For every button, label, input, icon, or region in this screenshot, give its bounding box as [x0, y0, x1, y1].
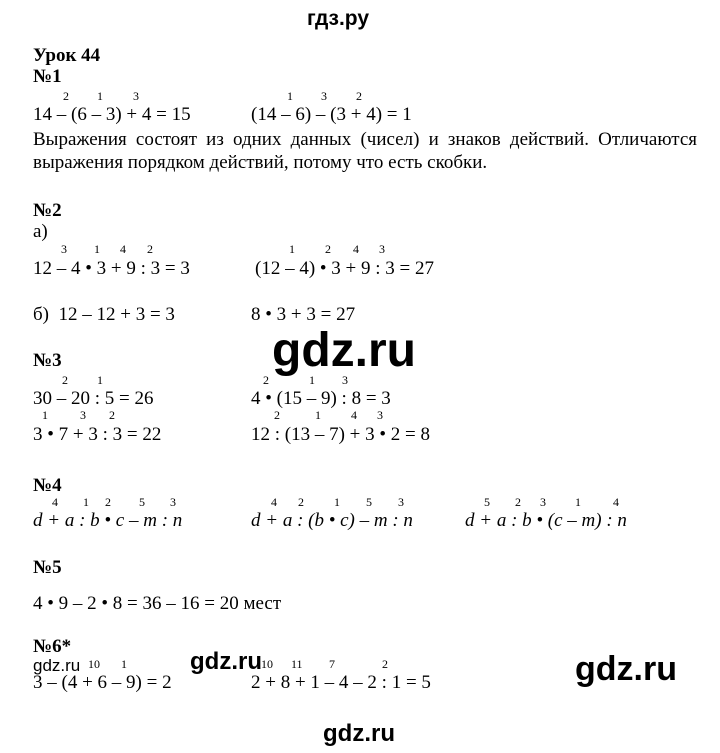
task4-1-order-1: 4	[52, 495, 58, 509]
task4-1-order-5: 3	[170, 495, 176, 509]
task3-expression-3: 3 • 7 + 3 : 3 = 22	[33, 424, 162, 445]
task1-expression-b: (14 – 6) – (3 + 4) = 1	[251, 104, 412, 125]
task6-1-order-1: 10	[88, 657, 100, 671]
task3-2-order-1: 2	[263, 373, 269, 387]
task1-a-order-3: 3	[133, 89, 139, 103]
task6-label: №6*	[33, 636, 72, 657]
task3-2-order-2: 1	[309, 373, 315, 387]
task4-2-order-3: 1	[334, 495, 340, 509]
task2-a2-order-2: 2	[325, 242, 331, 256]
task4-2-order-4: 5	[366, 495, 372, 509]
task4-2-order-1: 4	[271, 495, 277, 509]
task1-a-order-1: 2	[63, 89, 69, 103]
task1-label: №1	[33, 66, 62, 87]
task2-a1-order-2: 1	[94, 242, 100, 256]
task2-expression-a2: (12 – 4) • 3 + 9 : 3 = 27	[255, 258, 435, 279]
task1-b-order-2: 3	[321, 89, 327, 103]
task3-3-order-3: 2	[109, 408, 115, 422]
task4-3-order-1: 5	[484, 495, 490, 509]
task4-label: №4	[33, 475, 62, 496]
site-title: гдз.ру	[307, 7, 370, 30]
task2-expression-a1: 12 – 4 • 3 + 9 : 3 = 3	[33, 258, 190, 279]
task1-b-order-1: 1	[287, 89, 293, 103]
task6-expression-1: 3 – (4 + 6 – 9) = 2	[33, 672, 172, 693]
task4-3-order-3: 3	[540, 495, 546, 509]
task4-2-order-5: 3	[398, 495, 404, 509]
task4-3-order-4: 1	[575, 495, 581, 509]
task1-explanation: Выражения состоят из одних данных (чисел) и знаков действий. Отличаются выражения порядком действий, потому что есть скобки.	[33, 129, 697, 173]
task1-expression-a: 14 – (6 – 3) + 4 = 15	[33, 104, 191, 125]
task1-b-order-3: 2	[356, 89, 362, 103]
task2-expression-b2: 8 • 3 + 3 = 27	[251, 304, 356, 325]
task3-4-order-4: 3	[377, 408, 383, 422]
watermark-right: gdz.ru	[575, 650, 677, 688]
task2-a2-order-1: 1	[289, 242, 295, 256]
task3-3-order-1: 1	[42, 408, 48, 422]
task2-label: №2	[33, 200, 62, 221]
task3-2-order-3: 3	[342, 373, 348, 387]
task3-4-order-2: 1	[315, 408, 321, 422]
task2-a1-order-4: 2	[147, 242, 153, 256]
task3-3-order-2: 3	[80, 408, 86, 422]
task4-1-order-4: 5	[139, 495, 145, 509]
task4-1-order-3: 2	[105, 495, 111, 509]
task6-expression-2: 2 + 8 + 1 – 4 – 2 : 1 = 5	[251, 672, 431, 693]
task2-a2-order-3: 4	[353, 242, 359, 256]
task3-expression-2: 4 • (15 – 9) : 8 = 3	[251, 388, 391, 409]
task3-expression-1: 30 – 20 : 5 = 26	[33, 388, 154, 409]
task6-2-order-2: 11	[291, 657, 303, 671]
task3-1-order-1: 2	[62, 373, 68, 387]
task2-a1-order-1: 3	[61, 242, 67, 256]
watermark-center: gdz.ru	[272, 324, 416, 377]
task3-label: №3	[33, 350, 62, 371]
task6-1-order-2: 1	[121, 657, 127, 671]
task6-2-order-1: 10	[261, 657, 273, 671]
task3-1-order-2: 1	[97, 373, 103, 387]
task4-expression-1: d + a : b • c – m : n	[33, 510, 183, 531]
task2-part-b: б) 12 – 12 + 3 = 3	[33, 304, 175, 325]
task5-label: №5	[33, 557, 62, 578]
task4-expression-3: d + a : b • (c – m) : n	[465, 510, 627, 531]
task3-4-order-1: 2	[274, 408, 280, 422]
task4-2-order-2: 2	[298, 495, 304, 509]
task2-a2-order-4: 3	[379, 242, 385, 256]
lesson-title: Урок 44	[33, 45, 101, 66]
task6-2-order-4: 2	[382, 657, 388, 671]
task3-expression-4: 12 : (13 – 7) + 3 • 2 = 8	[251, 424, 431, 445]
task1-a-order-2: 1	[97, 89, 103, 103]
task3-4-order-3: 4	[351, 408, 357, 422]
watermark-bottom: gdz.ru	[323, 720, 395, 747]
task4-1-order-2: 1	[83, 495, 89, 509]
watermark-mid: gdz.ru	[190, 648, 262, 675]
task2-part-a-label: а)	[33, 221, 48, 242]
watermark-small-left: gdz.ru	[33, 656, 81, 675]
task6-2-order-3: 7	[329, 657, 335, 671]
task4-3-order-5: 4	[613, 495, 619, 509]
task4-3-order-2: 2	[515, 495, 521, 509]
task5-expression: 4 • 9 – 2 • 8 = 36 – 16 = 20 мест	[33, 593, 282, 614]
task4-expression-2: d + a : (b • c) – m : n	[251, 510, 413, 531]
task2-a1-order-3: 4	[120, 242, 126, 256]
